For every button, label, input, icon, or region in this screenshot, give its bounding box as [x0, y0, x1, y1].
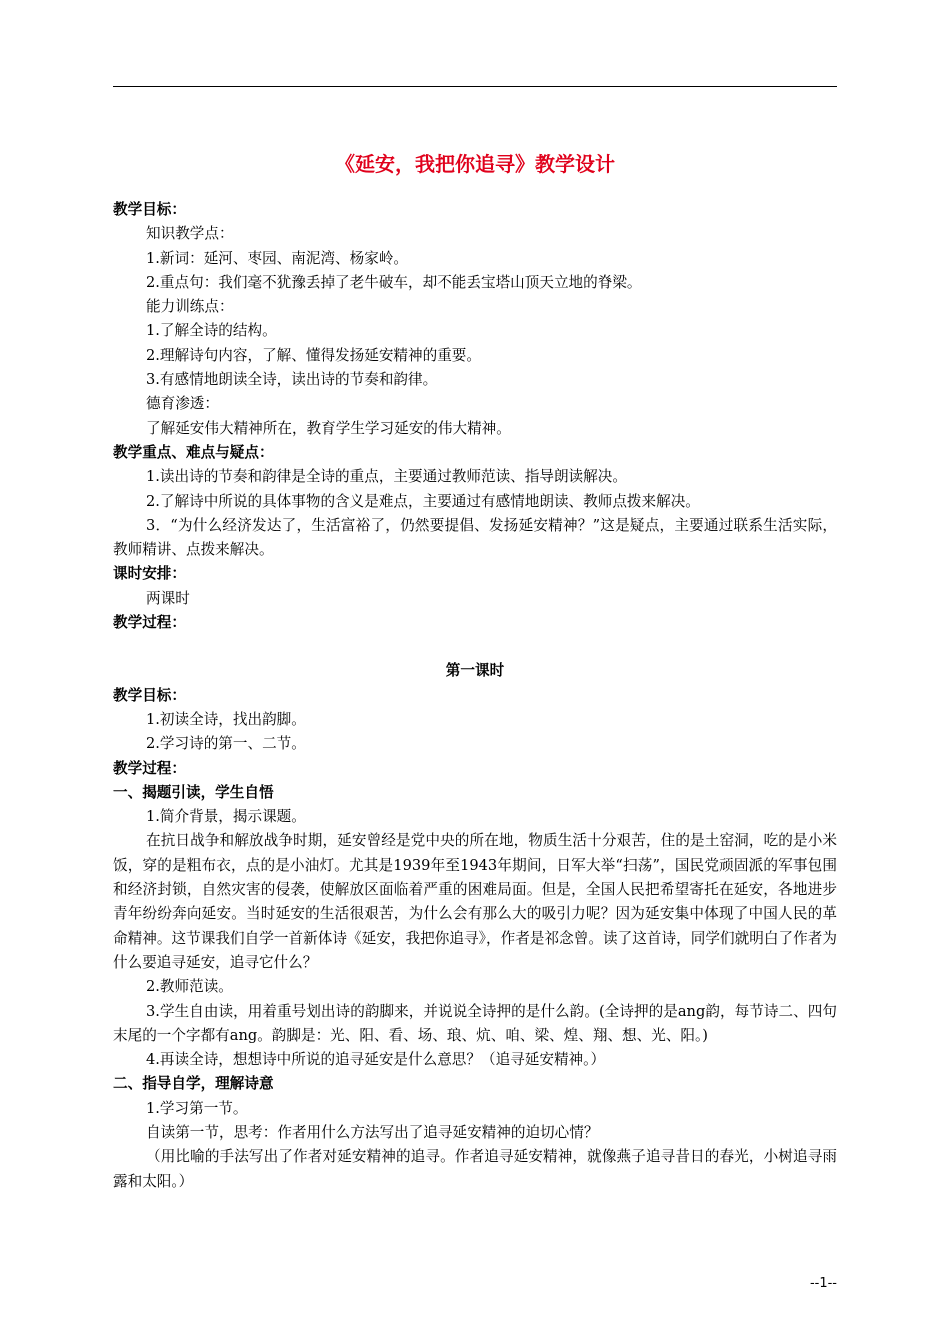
page-number: --1--	[809, 1276, 837, 1291]
knowledge-item-1: 1.新词：延河、枣园、南泥湾、杨家岭。	[146, 249, 409, 267]
section-heading-key-points: 教学重点、难点与疑点：	[113, 443, 274, 461]
step-heading-2: 二、指导自学，理解诗意	[113, 1075, 274, 1093]
document-body	[113, 198, 837, 1194]
lesson-objectives-heading: 教学目标：	[113, 686, 186, 704]
background-paragraph: 在抗日战争和解放战争时期，延安曾经是党中央的所在地，物质生活十分艰苦，住的是土窑洞，吃的是小米饭，穿的是粗布衣，点的是小油灯。尤其是1939年至1943年期间，日军大举“扫荡”，国民党顽固派的军事包围和经济封锁，自然灾害的侵袭，使解放区面临着严重的困难局面。但是，全国人民把希望寄托在延安，各地进步青年纷纷奔向延安。当时延安的生活很艰苦，为什么会有那么大的吸引力呢？因为延安集中体现了中国人民的革命精神。这节课我们自学一首新体诗《延安，我把你追寻》，作者是祁念曾。读了这首诗，同学们就明白了作者为什么要追寻延安，追寻它什么？	[113, 832, 837, 971]
schedule-value: 两课时	[146, 589, 190, 607]
lesson-heading: 第一课时	[445, 662, 505, 680]
knowledge-label: 知识教学点：	[146, 225, 234, 243]
lesson-process-heading: 教学过程：	[113, 759, 186, 777]
moral-item-1: 了解延安伟大精神所在，教育学生学习延安的伟大精神。	[146, 419, 511, 437]
step2-answer: （用比喻的手法写出了作者对延安精神的追寻。作者追寻延安精神，就像燕子追寻昔日的春光，小树追寻雨露和太阳。）	[113, 1148, 837, 1190]
step-heading-1: 一、揭题引读，学生自悟	[113, 783, 274, 801]
step1-item-1: 1.简介背景，揭示课题。	[146, 808, 306, 826]
step2-question: 自读第一节，思考：作者用什么方法写出了追寻延安精神的迫切心情？	[146, 1123, 599, 1141]
step1-item-3: 3.学生自由读，用着重号划出诗的韵脚来，并说说全诗押的是什么韵。(全诗押的是ang韵，每节诗二、四句末尾的一个字都有ang。韵脚是：光、阳、看、场、琅、炕、咱、梁、煌、翔、想、光、阳。)	[113, 1002, 837, 1044]
lesson-objective-1: 1.初读全诗，找出韵脚。	[146, 710, 306, 728]
document-title: 《延安，我把你追寻》教学设计	[335, 152, 615, 176]
step2-item-1: 1.学习第一节。	[146, 1099, 248, 1117]
moral-label: 德育渗透：	[146, 395, 219, 413]
step1-item-4: 4.再读全诗，想想诗中所说的追寻延安是什么意思？（追寻延安精神。）	[146, 1051, 606, 1069]
key-point-1: 1.读出诗的节奏和韵律是全诗的重点，主要通过教师范读、指导朗读解决。	[146, 468, 627, 486]
key-point-3: 3．“为什么经济发达了，生活富裕了，仍然要提倡、发扬延安精神？”这是疑点，主要通过联系生活实际，教师精讲、点拨来解决。	[113, 516, 837, 559]
lesson-objective-2: 2.学习诗的第一、二节。	[146, 735, 306, 753]
key-point-2: 2.了解诗中所说的具体事物的含义是难点，主要通过有感情地朗读、教师点拨来解决。	[146, 492, 700, 510]
step1-item-2: 2.教师范读。	[146, 978, 233, 996]
header-rule	[113, 86, 837, 87]
ability-label: 能力训练点：	[146, 298, 234, 316]
section-heading-process: 教学过程：	[113, 614, 186, 632]
knowledge-item-2: 2.重点句：我们毫不犹豫丢掉了老牛破车，却不能丢宝塔山顶天立地的脊梁。	[146, 273, 642, 291]
section-heading-objectives: 教学目标：	[113, 201, 186, 218]
ability-item-2: 2.理解诗句内容，了解、懂得发扬延安精神的重要。	[146, 346, 481, 364]
ability-item-1: 1.了解全诗的结构。	[146, 322, 277, 340]
ability-item-3: 3.有感情地朗读全诗，读出诗的节奏和韵律。	[146, 371, 438, 389]
section-heading-schedule: 课时安排：	[113, 565, 186, 583]
